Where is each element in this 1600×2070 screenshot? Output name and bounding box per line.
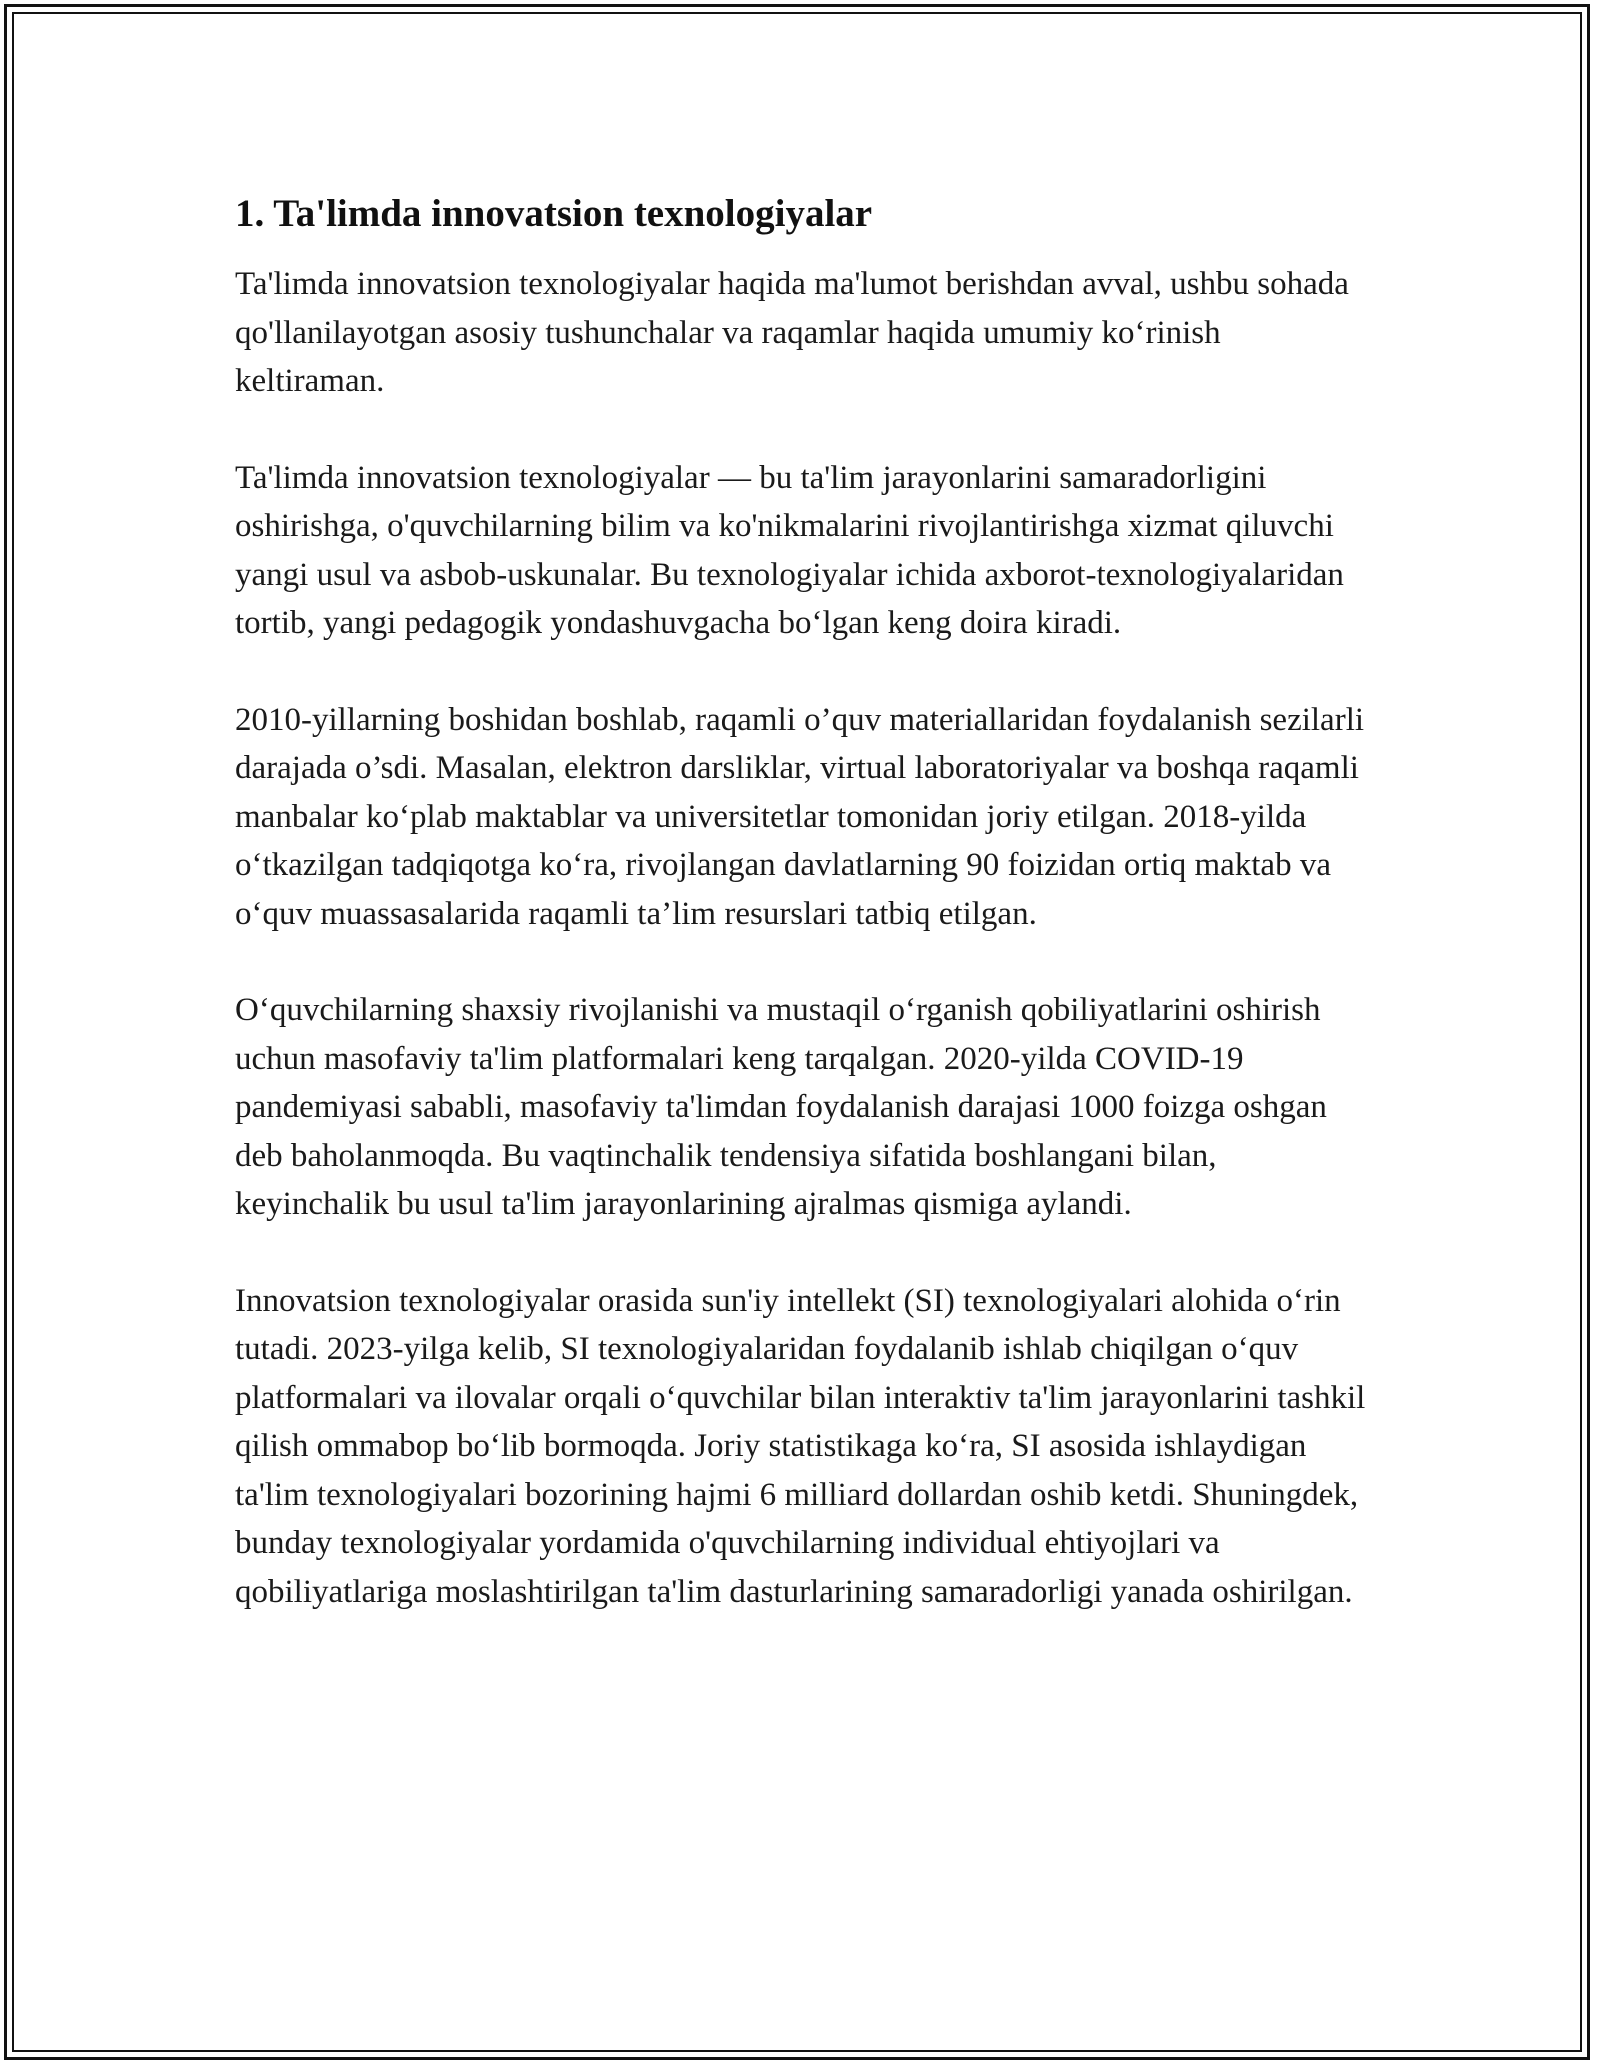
paragraph-distance-learning: O‘quvchilarning shaxsiy rivojlanishi va mustaqil o‘rganish qobiliyatlarini oshirish uchun masofaviy ta'lim platformalari keng tarqalgan. 2020-yilda COVID-19 pandemiyasi sababli, masofaviy ta'limdan foydalanish darajasi 1000 foizga oshgan deb baholanmoqda. Bu vaqtinchalik tendensiya sifatida boshlangani bilan, keyinchalik bu usul ta'lim jarayonlarining ajralmas qismiga aylandi. — [235, 992, 1327, 1222]
paragraph-digital-materials: 2010-yillarning boshidan boshlab, raqamli o’quv materiallaridan foydalanish sezilarli darajada o’sdi. Masalan, elektron darsliklar, virtual laboratoriyalar va boshqa raqamli manbalar ko‘plab maktablar va universitetlar tomonidan joriy etilgan. 2018-yilda o‘tkazilgan tadqiqotga ko‘ra, rivojlangan davlatlarning 90 foizidan ortiq maktab va o‘quv muassasalarida raqamli ta’lim resurslari tatbiq etilgan. — [235, 701, 1365, 932]
paragraph-intro: Ta'limda innovatsion texnologiyalar haqida ma'lumot berishdan avval, ushbu sohada qo'llanilayotgan asosiy tushunchalar va raqamlar haqida umumiy ko‘rinish keltiraman. — [235, 266, 1349, 399]
section-title: 1. Ta'limda innovatsion texnologiyalar — [235, 192, 873, 235]
paragraph-definition: Ta'limda innovatsion texnologiyalar — bu ta'lim jarayonlarini samaradorligini oshirishga, o'quvchilarning bilim va ko'nikmalarini rivojlantirishga xizmat qiluvchi yangi usul va asbob-uskunalar. Bu texnologiyalar ichida axborot-texnologiyalaridan tortib, yangi pedagogik yondashuvgacha bo‘lgan keng doira kiradi. — [235, 459, 1344, 641]
document-body — [235, 188, 1375, 1664]
paragraph-artificial-intelligence: Innovatsion texnologiyalar orasida sun'iy intellekt (SI) texnologiyalari alohida o‘rin tutadi. 2023-yilga kelib, SI texnologiyalaridan foydalanib ishlab chiqilgan o‘quv platformalari va ilovalar orqali o‘quvchilar bilan interaktiv ta'lim jarayonlarini tashkil qilish ommabop bo‘lib bormoqda. Joriy statistikaga ko‘ra, SI asosida ishlaydigan ta'lim texnologiyalari bozorining hajmi 6 milliard dollardan oshib ketdi. Shuningdek, bunday texnologiyalar yordamida o'quvchilarning individual ehtiyojlari va qobiliyatlariga moslashtirilgan ta'lim dasturlarining samaradorligi yanada oshirilgan. — [235, 1282, 1366, 1610]
